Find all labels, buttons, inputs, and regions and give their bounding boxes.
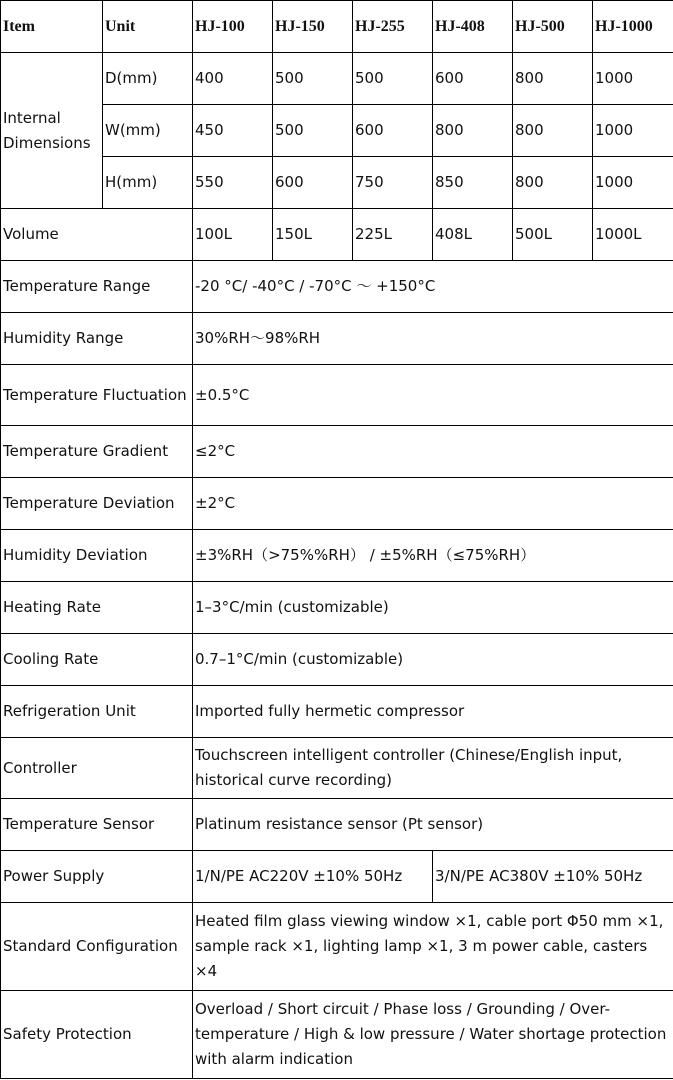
header-model: HJ-1000 <box>593 1 673 53</box>
cooling-rate-value: 0.7–1°C/min (customizable) <box>193 634 673 686</box>
dimension-value: 1000 <box>593 105 673 157</box>
standard-configuration-row <box>1 903 673 991</box>
standard-configuration-label: Standard Configuration <box>1 903 193 991</box>
header-model: HJ-150 <box>273 1 353 53</box>
temperature-fluctuation-row <box>1 365 673 426</box>
dimension-value: 400 <box>193 53 273 105</box>
refrigeration-unit-row <box>1 686 673 738</box>
controller-label: Controller <box>1 738 193 799</box>
dimension-value: 450 <box>193 105 273 157</box>
controller-row <box>1 738 673 799</box>
dimension-unit: W(mm) <box>103 105 193 157</box>
temperature-fluctuation-value: ±0.5°C <box>193 365 673 426</box>
refrigeration-unit-value: Imported fully hermetic compressor <box>193 686 673 738</box>
volume-value: 408L <box>433 209 513 261</box>
temperature-range-row <box>1 261 673 313</box>
controller-value: Touchscreen intelligent controller (Chinese/English input, historical curve recording) <box>193 738 673 799</box>
temperature-gradient-value: ≤2°C <box>193 426 673 478</box>
humidity-range-row <box>1 313 673 365</box>
heating-rate-value: 1–3°C/min (customizable) <box>193 582 673 634</box>
dimension-value: 600 <box>433 53 513 105</box>
temperature-sensor-label: Temperature Sensor <box>1 799 193 851</box>
safety-protection-label: Safety Protection <box>1 991 193 1079</box>
standard-configuration-value: Heated film glass viewing window ×1, cable port Φ50 mm ×1, sample rack ×1, lighting lamp ×1, 3 m power cable, casters ×4 <box>193 903 673 991</box>
dimension-value: 800 <box>513 157 593 209</box>
dimension-value: 1000 <box>593 53 673 105</box>
safety-protection-row <box>1 991 673 1079</box>
header-unit: Unit <box>103 1 193 53</box>
dimension-unit: D(mm) <box>103 53 193 105</box>
power-supply-three-phase: 3/N/PE AC380V ±10% 50Hz <box>433 851 673 903</box>
temperature-fluctuation-label: Temperature Fluctuation <box>1 365 193 426</box>
internal-dimensions-label: Internal Dimensions <box>1 53 103 209</box>
temperature-sensor-value: Platinum resistance sensor (Pt sensor) <box>193 799 673 851</box>
volume-value: 500L <box>513 209 593 261</box>
humidity-range-value: 30%RH～98%RH <box>193 313 673 365</box>
power-supply-row <box>1 851 673 903</box>
dimension-row-d <box>1 53 673 105</box>
dimension-value: 600 <box>273 157 353 209</box>
volume-row <box>1 209 673 261</box>
humidity-deviation-row <box>1 530 673 582</box>
humidity-deviation-value: ±3%RH（>75%%RH） / ±5%RH（≤75%RH） <box>193 530 673 582</box>
temperature-deviation-row <box>1 478 673 530</box>
cooling-rate-row <box>1 634 673 686</box>
temperature-range-label: Temperature Range <box>1 261 193 313</box>
header-model: HJ-100 <box>193 1 273 53</box>
temperature-gradient-label: Temperature Gradient <box>1 426 193 478</box>
power-supply-label: Power Supply <box>1 851 193 903</box>
dimension-value: 800 <box>513 53 593 105</box>
heating-rate-label: Heating Rate <box>1 582 193 634</box>
dimension-value: 500 <box>273 53 353 105</box>
dimension-value: 750 <box>353 157 433 209</box>
power-supply-single-phase: 1/N/PE AC220V ±10% 50Hz <box>193 851 433 903</box>
header-model: HJ-255 <box>353 1 433 53</box>
humidity-range-label: Humidity Range <box>1 313 193 365</box>
dimension-value: 850 <box>433 157 513 209</box>
volume-value: 150L <box>273 209 353 261</box>
cooling-rate-label: Cooling Rate <box>1 634 193 686</box>
dimension-value: 600 <box>353 105 433 157</box>
temperature-range-value: -20 °C/ -40°C / -70°C ～ +150°C <box>193 261 673 313</box>
dimension-value: 550 <box>193 157 273 209</box>
volume-value: 100L <box>193 209 273 261</box>
header-item: Item <box>1 1 103 53</box>
heating-rate-row <box>1 582 673 634</box>
dimension-value: 800 <box>513 105 593 157</box>
dimension-unit: H(mm) <box>103 157 193 209</box>
dimension-value: 500 <box>273 105 353 157</box>
volume-value: 225L <box>353 209 433 261</box>
temperature-gradient-row <box>1 426 673 478</box>
refrigeration-unit-label: Refrigeration Unit <box>1 686 193 738</box>
temperature-deviation-value: ±2°C <box>193 478 673 530</box>
header-model: HJ-500 <box>513 1 593 53</box>
temperature-deviation-label: Temperature Deviation <box>1 478 193 530</box>
safety-protection-value: Overload / Short circuit / Phase loss / Grounding / Over-temperature / High & low pressure / Water shortage protection with alarm indication <box>193 991 673 1079</box>
volume-value: 1000L <box>593 209 673 261</box>
header-model: HJ-408 <box>433 1 513 53</box>
temperature-sensor-row <box>1 799 673 851</box>
dimension-value: 500 <box>353 53 433 105</box>
volume-label: Volume <box>1 209 193 261</box>
dimension-value: 1000 <box>593 157 673 209</box>
header-row <box>1 1 673 53</box>
dimension-value: 800 <box>433 105 513 157</box>
humidity-deviation-label: Humidity Deviation <box>1 530 193 582</box>
